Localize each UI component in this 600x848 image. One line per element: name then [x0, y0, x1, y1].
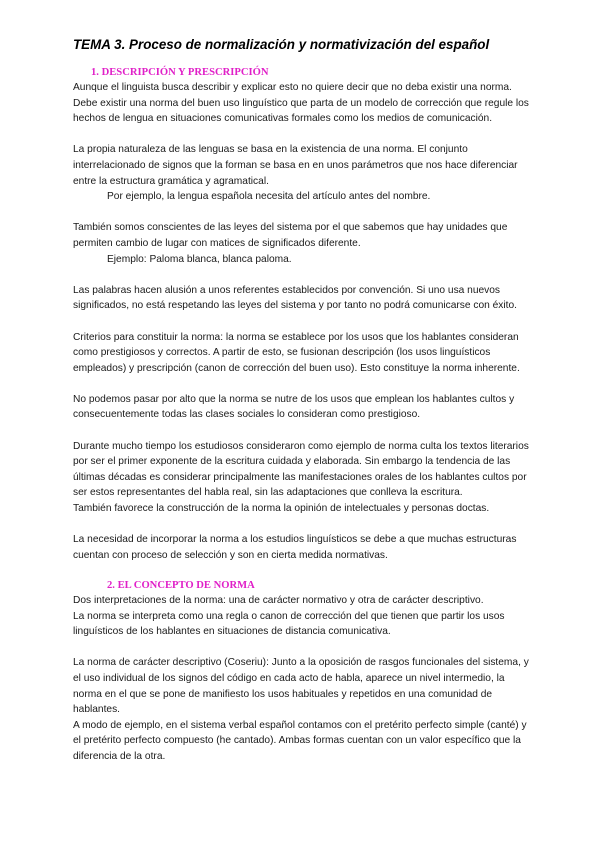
- paragraph-spacer: [73, 563, 533, 579]
- paragraph: La norma se interpreta como una regla o canon de corrección del que tienen que partir los usos linguísticos de los hablantes en situaciones de distancia comunicativa.: [73, 610, 505, 638]
- paragraph-spacer: [73, 127, 533, 143]
- paragraph-spacer: [73, 314, 533, 330]
- paragraph: La necesidad de incorporar la norma a los estudios linguísticos se debe a que muchas estructuras cuentan con proceso de selección y son en cierta medida normativas.: [73, 534, 517, 561]
- paragraph-spacer: [73, 517, 533, 533]
- paragraph-spacer: [73, 640, 533, 656]
- section-heading-concepto: 2. EL CONCEPTO DE NORMA: [107, 580, 255, 591]
- section-heading-descripcion: 1. DESCRIPCIÓN Y PRESCRIPCIÓN: [91, 67, 269, 78]
- paragraph: Dos interpretaciones de la norma: una de carácter normativo y otra de carácter descriptivo.: [73, 595, 484, 606]
- paragraph: Durante mucho tiempo los estudiosos consideraron como ejemplo de norma culta los textos literarios por ser el primer exponente de la escritura cuidada y elaborada. Sin embargo la tendencia de las últimas décadas es considerar principalmente las manifestaciones orales de los hablantes cultos por ser estos representantes del habla real, sin las adaptaciones que conlleva la escritura.: [73, 440, 529, 499]
- paragraph: Las palabras hacen alusión a unos referentes establecidos por convención. Si uno usa nuevos significados, no está respetando las leyes del sistema y por tanto no podrá comunicarse con éxito.: [73, 284, 517, 312]
- document-body: [73, 36, 533, 765]
- paragraph: La propia naturaleza de las lenguas se basa en la existencia de una norma. El conjunto interrelacionado de signos que la forman se basa en en unos parámetros que nos hace diferenciar entre la estructura gramática y agramatical.: [73, 144, 518, 187]
- paragraph-spacer: [73, 267, 533, 283]
- paragraph: No podemos pasar por alto que la norma se nutre de los usos que emplean los hablantes cultos y consecuentemente todas las clases sociales lo consideran como prestigioso.: [73, 393, 515, 421]
- example-paragraph: Por ejemplo, la lengua española necesita del artículo antes del nombre.: [107, 191, 431, 203]
- paragraph: A modo de ejemplo, en el sistema verbal español contamos con el pretérito perfecto simple (canté) y el pretérito perfecto compuesto (he cantado). Ambas formas cuentan con un valor específico que la diferencia de la otra.: [73, 719, 527, 762]
- paragraph-spacer: [73, 205, 533, 221]
- paragraph-spacer: [73, 376, 533, 392]
- paragraph: Aunque el linguista busca describir y explicar esto no quiere decir que no deba existir una norma. Debe existir una norma del buen uso linguístico que parta de un modelo de corrección que regule los hechos de lengua en situaciones comunicativas formales como los medios de comunicación.: [73, 82, 529, 125]
- page-title: TEMA 3. Proceso de normalización y normativización del español: [73, 37, 490, 52]
- paragraph: La norma de carácter descriptivo (Coseriu): Junto a la oposición de rasgos funcionales del sistema, y el uso individual de los signos del código en cada acto de habla, aparece un nivel intermedio, la norma en el que se pone de manifiesto los usos habituales y repetidos en una comunidad de hablantes.: [73, 657, 529, 716]
- paragraph: También favorece la construcción de la norma la opinión de intelectuales y personas doctas.: [73, 503, 490, 515]
- paragraph: También somos conscientes de las leyes del sistema por el que sabemos que hay unidades que permiten cambio de lugar con matices de significados diferente.: [73, 222, 508, 249]
- paragraph-spacer: [73, 423, 533, 439]
- example-paragraph: Ejemplo: Paloma blanca, blanca paloma.: [107, 253, 292, 265]
- paragraph: Criterios para constituir la norma: la norma se establece por los usos que los hablantes consideran como prestigiosos y correctos. A partir de esto, se fusionan descripción (los usos linguísticos empleados) y prescripción (canon de corrección del buen uso). Esto constituye la norma inherente.: [73, 331, 520, 374]
